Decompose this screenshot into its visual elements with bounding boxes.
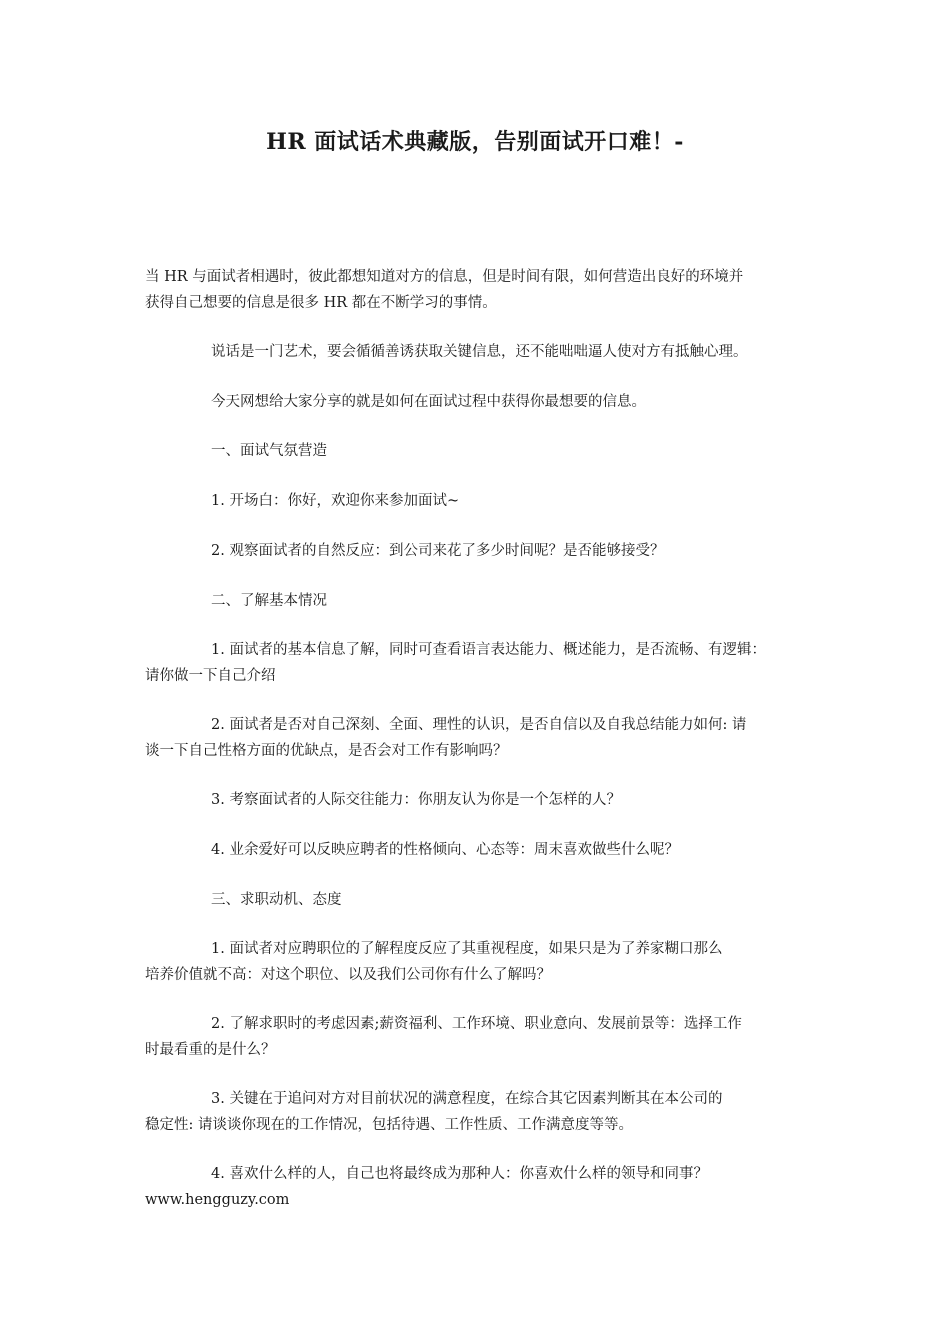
section-1-item-2 [145,538,815,564]
section-3-item-4-text: 4. 喜欢什么样的人，自己也将最终成为那种人：你喜欢什么样的领导和同事？ [211,1166,708,1182]
section-2-heading [145,588,815,614]
page-title: HR 面试话术典藏版，告别面试开口难！- [266,129,684,155]
section-2-item-3 [145,787,815,813]
section-2-item-4 [145,837,815,863]
footer-url: www.hengguzy.com [145,1192,290,1208]
section-2-item-3-text: 3. 考察面试者的人际交往能力：你朋友认为你是一个怎样的人？ [211,792,621,808]
intro-paragraph [145,264,815,316]
section-2-item-1-line-1: 1. 面试者的基本信息了解，同时可查看语言表达能力、概述能力，是否流畅、有逻辑： [211,642,766,658]
intro-line-2: 获得自己想要的信息是很多 HR 都在不断学习的事情。 [145,295,497,311]
section-2-item-4-text: 4. 业余爱好可以反映应聘者的性格倾向、心态等：周末喜欢做些什么呢？ [211,842,679,858]
section-3-item-3-line-2: 稳定性: 请谈谈你现在的工作情况，包括待遇、工作性质、工作满意度等等。 [145,1117,633,1133]
section-3-heading [145,887,815,913]
section-1-heading-text: 一、面试气氛营造 [211,443,327,459]
section-1-item-1-text: 1. 开场白：你好，欢迎你来参加面试~ [211,493,460,509]
today-paragraph [145,389,815,415]
intro-line-1: 当 HR 与面试者相遇时，彼此都想知道对方的信息，但是时间有限，如何营造出良好的环境并 [145,269,744,285]
section-3-item-3-line-1: 3. 关键在于追问对方对目前状况的满意程度，在综合其它因素判断其在本公司的 [211,1091,723,1107]
section-3-item-2-line-2: 时最看重的是什么？ [145,1042,276,1058]
section-3-item-1-line-2: 培养价值就不高：对这个职位、以及我们公司你有什么了解吗？ [145,967,551,983]
section-2-item-2 [145,712,815,764]
section-2-item-1 [145,637,815,689]
art-line: 说话是一门艺术，要会循循善诱获取关键信息，还不能咄咄逼人使对方有抵触心理。 [211,344,748,360]
section-3-item-1-line-1: 1. 面试者对应聘职位的了解程度反应了其重视程度，如果只是为了养家糊口那么 [211,941,723,957]
art-paragraph [145,339,815,365]
section-2-item-1-line-2: 请你做一下自己介绍 [145,668,276,684]
section-2-item-2-line-1: 2. 面试者是否对自己深刻、全面、理性的认识，是否自信以及自我总结能力如何: 请 [211,717,747,733]
section-1-item-1 [145,488,815,514]
section-2-item-2-line-2: 谈一下自己性格方面的优缺点，是否会对工作有影响吗？ [145,743,508,759]
section-3-item-3 [145,1086,815,1138]
section-3-item-2 [145,1011,815,1063]
section-2-heading-text: 二、了解基本情况 [211,593,327,609]
section-1-heading [145,438,815,464]
section-3-heading-text: 三、求职动机、态度 [211,892,342,908]
today-line: 今天网想给大家分享的就是如何在面试过程中获得你最想要的信息。 [211,394,646,410]
section-3-item-4 [145,1161,815,1187]
section-3-item-1 [145,936,815,988]
section-1-item-2-text: 2. 观察面试者的自然反应：到公司来花了多少时间呢？是否能够接受？ [211,543,665,559]
section-3-item-2-line-1: 2. 了解求职时的考虑因素;薪资福利、工作环境、职业意向、发展前景等：选择工作 [211,1016,742,1032]
